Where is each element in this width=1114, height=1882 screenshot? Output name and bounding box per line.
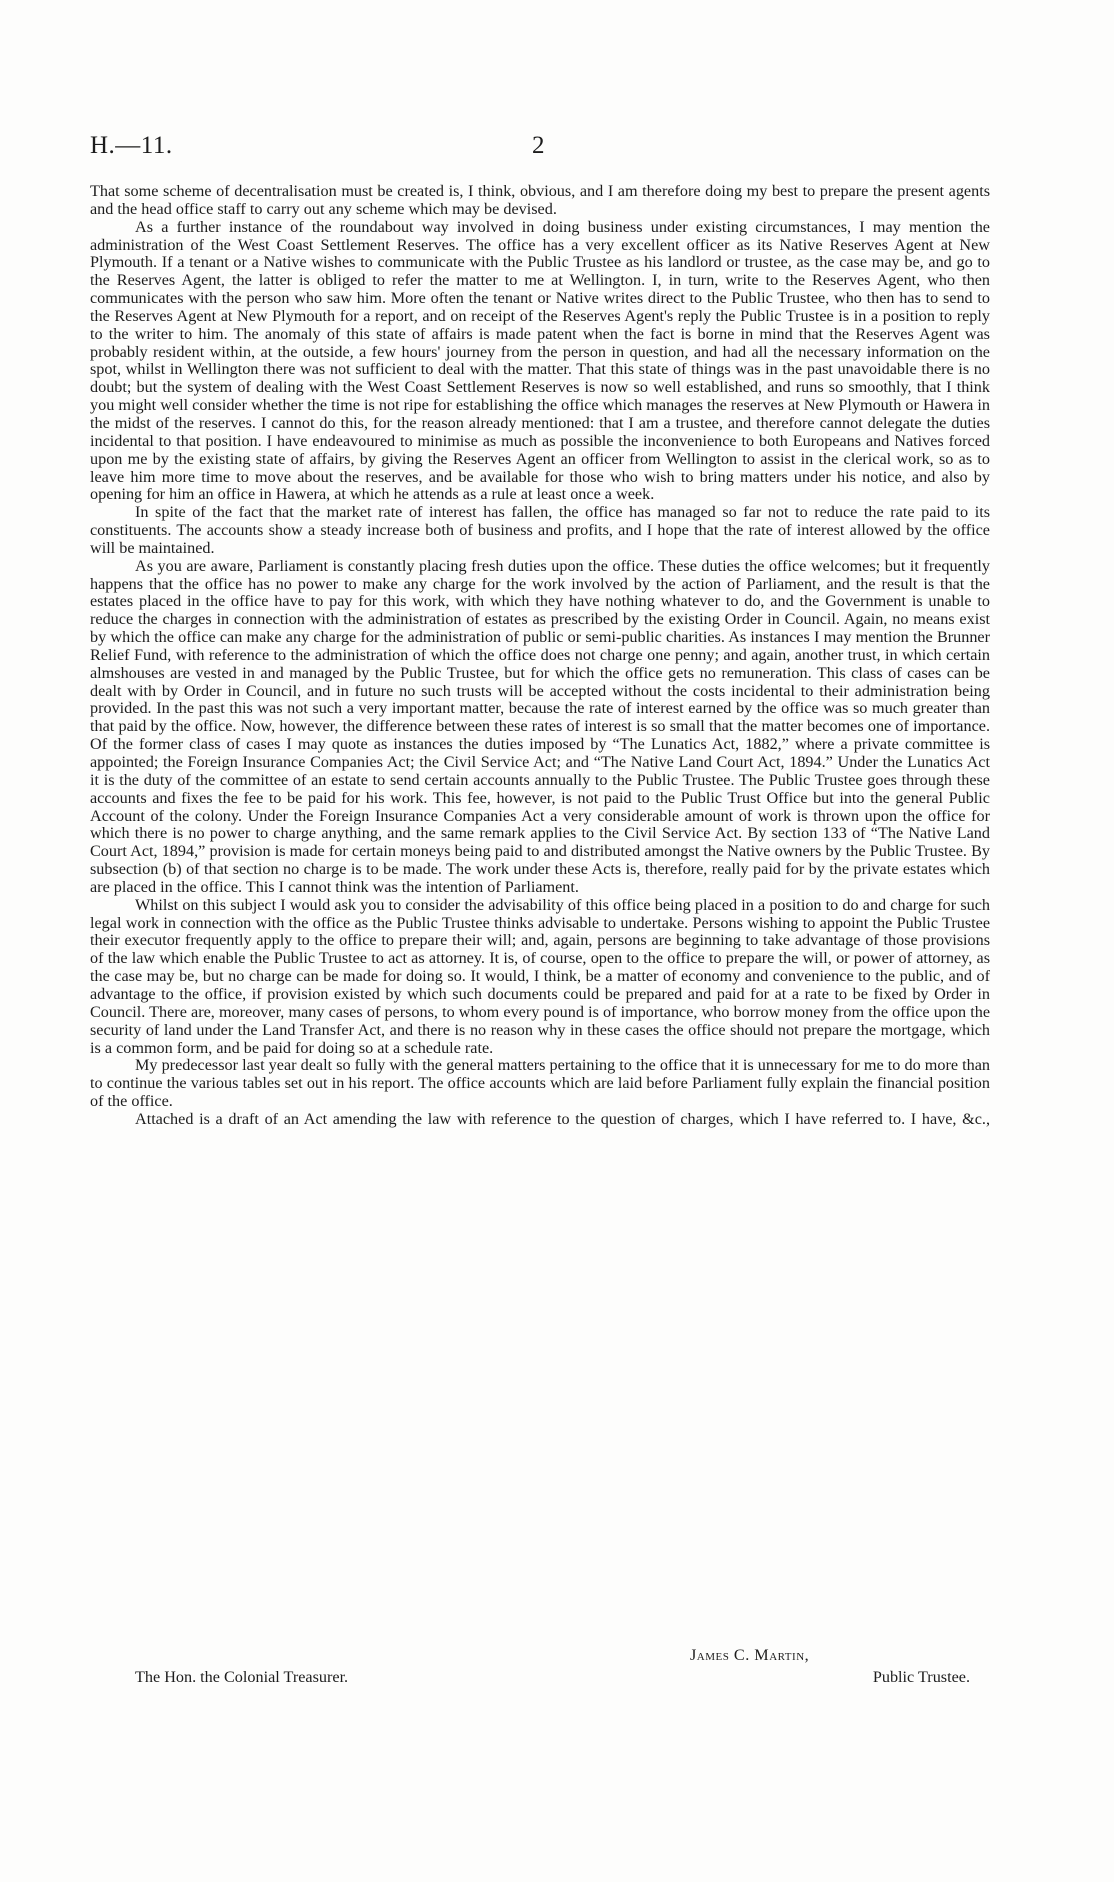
signature-block: [90, 1646, 990, 1726]
paragraph-west-coast-reserves: As a further instance of the roundabout way involved in doing business under existing circumstances, I may mention the administration of the West Coast Settlement Reserves. The office has a very excellent officer as its Native Reserves Agent at New Plymouth. If a tenant or a Native wishes to communicate with the Public Trustee as his landlord or trustee, as the case may be, and go to the Reserves Agent, the latter is obliged to refer the matter to me at Wellington. I, in turn, write to the Reserves Agent, who then communicates with the person who saw him. More often the tenant or Native writes direct to the Public Trustee, who then has to send to the Reserves Agent at New Plymouth for a report, and on receipt of the Reserves Agent's reply the Public Trustee is in a position to reply to the writer to him. The anomaly of this state of affairs is made patent when the fact is borne in mind that the Reserves Agent was probably resident within, at the outside, a few hours' journey from the person in question, and had all the necessary information on the spot, whilst in Wellington there was not sufficient to deal with the matter. That this state of things was in the past unavoidable there is no doubt; but the system of dealing with the West Coast Settlement Reserves is now so well established, and runs so smoothly, that I think you might well consider whether the time is not ripe for establishing the office which manages the reserves at New Plymouth or Hawera in the midst of the reserves. I cannot do this, for the reason already mentioned: that I am a trustee, and therefore cannot delegate the duties incidental to that position. I have endeavoured to minimise as much as possible the inconvenience to both Europeans and Natives forced upon me by the existing state of affairs, by giving the Reserves Agent an officer from Wellington to assist in the clerical work, so as to leave him more time to move about the reserves, and be available for those who wish to bring matters under his notice, and also by opening for him an office in Hawera, at which he attends as a rule at least once a week.: [90, 217, 990, 504]
page-header: [90, 132, 990, 172]
signatory-title: Public Trustee.: [872, 1668, 970, 1686]
paragraph-decentralisation: That some scheme of decentralisation must be created is, I think, obvious, and I am therefore doing my best to prepare the present agents and the head office staff to carry out any scheme which may be devised.: [90, 182, 990, 218]
signatory-name: James C. Martin,: [690, 1646, 810, 1664]
paragraph-attached-draft: Attached is a draft of an Act amending the law with reference to the question of charges, which I have referred to. I have, &c.,: [135, 1109, 990, 1128]
paragraph-legal-work: Whilst on this subject I would ask you to consider the advisability of this office being placed in a position to do and charge for such legal work in connection with the office as the Public Trustee thinks advisable to undertake. Persons wishing to appoint the Public Trustee their executor frequently apply to the office to prepare their will; and, again, persons are beginning to take advantage of those provisions of the law which enable the Public Trustee to act as attorney. It is, of course, open to the office to prepare the will, or power of attorney, as the case may be, but no charge can be made for doing so. It would, I think, be a matter of economy and convenience to the public, and of advantage to the office, if provision existed by which such documents could be prepared and paid for at a rate to be fixed by Order in Council. There are, moreover, many cases of persons, to whom every pound is of importance, who borrow money from the office upon the security of land under the Land Transfer Act, and there is no reason why in these cases the office should not prepare the mortgage, which is a common form, and be paid for doing so at a schedule rate.: [90, 895, 990, 1057]
paragraph-parliament-duties: As you are aware, Parliament is constantly placing fresh duties upon the office. These duties the office welcomes; but it frequently happens that the office has no power to make any charge for the work involved by the action of Parliament, and the result is that the estates placed in the office have to pay for this work, with which they have nothing whatever to do, and the Government is unable to reduce the charges in connection with the administration of estates as prescribed by the existing Order in Council. Again, no means exist by which the office can make any charge for the administration of public or semi-public charities. As instances I may mention the Brunner Relief Fund, with reference to the administration of which the office does not charge one penny; and again, another trust, in which certain almshouses are vested in and managed by the Public Trustee, but for which the office gets no remuneration. This class of cases can be dealt with by Order in Council, and in future no such trusts will be accepted without the costs incidental to their administration being provided. In the past this was not such a very important matter, because the rate of interest earned by the office was so much greater than that paid by the office. Now, however, the difference between these rates of interest is so small that the matter becomes one of importance. Of the former class of cases I may quote as instances the duties imposed by “The Lunatics Act, 1882,” where a private committee is appointed; the Foreign Insurance Companies Act; the Civil Service Act; and “The Native Land Court Act, 1894.” Under the Lunatics Act it is the duty of the committee of an estate to send certain accounts annually to the Public Trustee. The Public Trustee goes through these accounts and fixes the fee to be paid for his work. This fee, however, is not paid to the Public Trust Office but into the general Public Account of the colony. Under the Foreign Insurance Companies Act a very considerable amount of work is thrown upon the office for which there is no power to charge anything, and the same remark applies to the Civil Service Act. By section 133 of “The Native Land Court Act, 1894,” provision is made for certain moneys being paid to and distributed amongst the Native owners by the Public Trustee. By subsection (b) of that section no charge is to be made. The work under these Acts is, therefore, really paid for by the private estates which are placed in the office. This I cannot think was the intention of Parliament.: [90, 556, 990, 896]
document-reference: H.—11.: [90, 132, 173, 159]
paragraph-interest-rate: In spite of the fact that the market rate of interest has fallen, the office has managed so far not to reduce the rate paid to its constituents. The accounts show a steady increase both of business and profits, and I hope that the rate of interest allowed by the office will be maintained.: [90, 503, 990, 557]
page-number: 2: [532, 132, 545, 159]
letter-body: [90, 183, 990, 1129]
addressee: The Hon. the Colonial Treasurer.: [135, 1668, 349, 1686]
paragraph-predecessor: My predecessor last year dealt so fully with the general matters pertaining to the office that it is unnecessary for me to do more than to continue the various tables set out in his report. The office accounts which are laid before Parliament fully explain the financial position of the office.: [90, 1056, 990, 1111]
